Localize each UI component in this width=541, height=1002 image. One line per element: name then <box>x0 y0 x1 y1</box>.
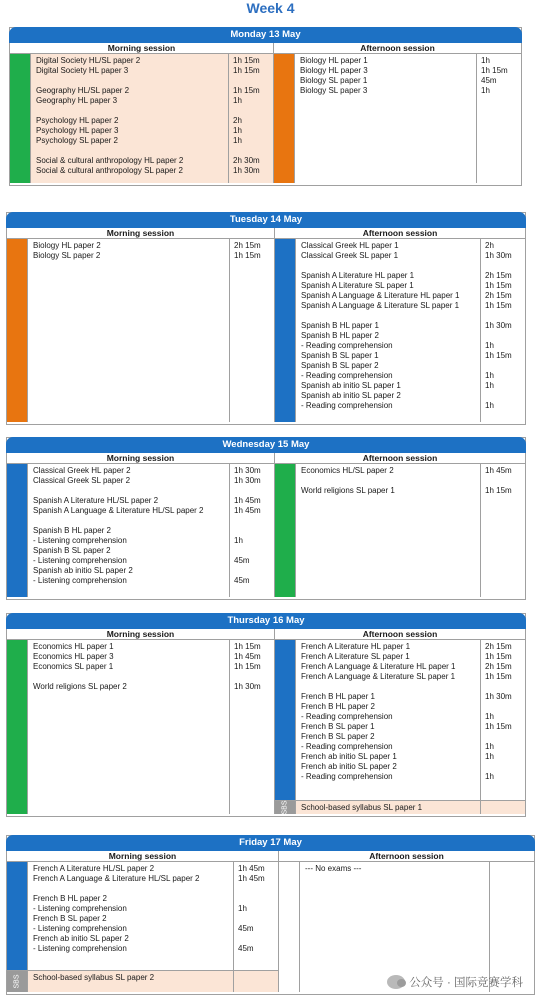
day-header: Wednesday 15 May <box>6 437 526 453</box>
exam-duration: 1h 15m <box>233 86 260 95</box>
exam-name: Biology HL paper 2 <box>33 241 101 250</box>
morning-color-bar <box>10 54 30 183</box>
exam-name: - Reading comprehension <box>301 772 393 781</box>
exam-duration: 2h <box>485 241 494 250</box>
afternoon-exam-names <box>295 640 481 814</box>
exam-name: Spanish ab initio SL paper 2 <box>33 566 133 575</box>
exam-duration: 1h 45m <box>238 864 265 873</box>
exam-name: French A Literature HL paper 1 <box>301 642 411 651</box>
exam-name: School-based syllabus SL paper 2 <box>33 973 155 982</box>
exam-name: Biology SL paper 3 <box>300 86 368 95</box>
day-header: Thursday 16 May <box>6 613 526 629</box>
exam-name: Spanish B SL paper 2 <box>33 546 111 555</box>
day-body <box>7 640 525 814</box>
exam-name: Psychology HL paper 2 <box>36 116 119 125</box>
sbs-exam-duration <box>481 801 525 814</box>
exam-duration <box>229 106 273 116</box>
exam-name: Spanish B HL paper 2 <box>301 331 379 340</box>
exam-duration: 1h 30m <box>485 251 512 260</box>
exam-duration <box>481 476 525 486</box>
exam-duration: 2h <box>233 116 242 125</box>
exam-name: - Reading comprehension <box>301 401 393 410</box>
exam-duration: 1h 15m <box>485 351 512 360</box>
exam-name: Economics HL paper 1 <box>33 642 114 651</box>
exam-name: - Reading comprehension <box>301 742 393 751</box>
sbs-tag-label: SBS <box>281 800 289 815</box>
afternoon-session <box>279 862 534 992</box>
exam-name: French B HL paper 1 <box>301 692 375 701</box>
afternoon-color-bar <box>275 640 295 800</box>
morning-exam-names <box>27 239 230 422</box>
afternoon-session-header: Afternoon session <box>360 43 435 53</box>
exam-name: Classical Greek SL paper 2 <box>33 476 131 485</box>
exam-name: Spanish A Literature HL/SL paper 2 <box>33 496 159 505</box>
exam-duration <box>481 801 525 811</box>
sbs-exam-name <box>295 801 481 814</box>
morning-exam-durations <box>230 464 274 597</box>
day-table-friday-17-may <box>6 835 535 995</box>
exam-duration: 1h 15m <box>485 486 512 495</box>
morning-exam-durations <box>229 54 273 183</box>
sbs-exam-duration <box>234 971 278 992</box>
day-header: Friday 17 May <box>6 835 535 851</box>
morning-exam-names <box>27 640 230 814</box>
exam-duration: 1h 30m <box>233 166 260 175</box>
morning-session-header: Morning session <box>7 629 275 639</box>
morning-color-bar <box>7 464 27 597</box>
exam-name: Spanish B HL paper 2 <box>33 526 111 535</box>
day-table-thursday-16-may <box>6 613 526 817</box>
afternoon-exam-durations <box>490 862 534 992</box>
exam-duration: 1h 45m <box>234 652 261 661</box>
exam-name: French B SL paper 2 <box>33 914 107 923</box>
morning-session <box>7 640 275 814</box>
exam-duration <box>230 672 274 682</box>
exam-duration: 1h <box>233 136 242 145</box>
exam-duration: 1h 15m <box>233 56 260 65</box>
exam-name: French A Language & Literature HL/SL paper 2 <box>33 874 200 883</box>
wechat-icon <box>387 975 405 989</box>
exam-duration <box>234 914 278 924</box>
afternoon-color-bar <box>275 464 295 597</box>
afternoon-color-bar <box>279 862 299 992</box>
spacer <box>31 76 228 86</box>
morning-session-header: Morning session <box>7 453 275 463</box>
exam-name: School-based syllabus SL paper 1 <box>301 803 423 812</box>
exam-duration: 1h <box>233 96 242 105</box>
morning-color-bar <box>7 640 27 814</box>
exam-duration: 1h <box>234 536 243 545</box>
exam-duration <box>230 516 274 526</box>
exam-name: Spanish B SL paper 2 <box>301 361 379 370</box>
morning-exam-durations <box>230 640 274 814</box>
exam-name: Classical Greek SL paper 1 <box>301 251 399 260</box>
sbs-tag-label: SBS <box>13 974 21 989</box>
exam-name: Social & cultural anthropology SL paper 2 <box>36 166 183 175</box>
morning-color-bar <box>7 239 27 422</box>
exam-name: Geography HL paper 3 <box>36 96 118 105</box>
morning-session-header: Morning session <box>7 851 279 861</box>
exam-name: - Listening comprehension <box>33 556 127 565</box>
day-body <box>10 54 521 183</box>
exam-duration <box>234 934 278 944</box>
exam-duration: 1h <box>485 772 494 781</box>
exam-name: Economics SL paper 1 <box>33 662 114 671</box>
exam-duration <box>481 331 525 341</box>
exam-duration: 45m <box>481 76 497 85</box>
afternoon-color-bar <box>275 239 295 422</box>
exam-duration: 45m <box>238 924 254 933</box>
exam-name: French A Language & Literature HL paper 1 <box>301 662 456 671</box>
exam-duration <box>481 702 525 712</box>
exam-duration: 1h 30m <box>234 466 261 475</box>
exam-name: Spanish A Literature HL paper 1 <box>301 271 415 280</box>
exam-duration: 1h <box>485 341 494 350</box>
afternoon-session-header: Afternoon session <box>369 851 444 861</box>
exam-duration: 2h 15m <box>485 642 512 651</box>
day-body <box>7 239 525 422</box>
exam-duration <box>234 884 278 894</box>
sbs-exam-name <box>27 971 234 992</box>
exam-duration <box>490 864 534 874</box>
afternoon-exam-durations <box>481 640 525 814</box>
afternoon-exam-durations <box>477 54 521 183</box>
morning-session <box>10 54 274 183</box>
spacer <box>296 311 480 321</box>
exam-name: French B SL paper 2 <box>301 732 375 741</box>
afternoon-color-bar <box>274 54 294 183</box>
afternoon-exam-names <box>299 862 490 992</box>
watermark <box>387 974 523 990</box>
exam-name: Spanish A Language & Literature HL paper 1 <box>301 291 460 300</box>
session-header-row <box>7 228 525 239</box>
exam-name: Economics HL paper 3 <box>33 652 114 661</box>
morning-session <box>7 464 275 597</box>
exam-duration: 1h <box>485 742 494 751</box>
sbs-tag <box>7 971 27 992</box>
exam-duration: 1h 45m <box>238 874 265 883</box>
exam-duration <box>481 682 525 692</box>
exam-duration: 45m <box>234 556 250 565</box>
exam-name: World religions SL paper 2 <box>33 682 127 691</box>
afternoon-exam-names <box>294 54 477 183</box>
exam-duration: 1h 45m <box>234 496 261 505</box>
exam-name: - Reading comprehension <box>301 371 393 380</box>
spacer <box>296 682 480 692</box>
spacer <box>28 486 229 496</box>
exam-duration <box>481 361 525 371</box>
exam-name: Spanish A Language & Literature HL/SL paper 2 <box>33 506 204 515</box>
exam-duration: 1h 15m <box>234 642 261 651</box>
exam-duration: 2h 15m <box>485 271 512 280</box>
exam-name: Geography HL/SL paper 2 <box>36 86 130 95</box>
exam-name: Digital Society HL paper 3 <box>36 66 129 75</box>
exam-name: Biology SL paper 2 <box>33 251 101 260</box>
spacer <box>31 146 228 156</box>
exam-duration: 1h <box>233 126 242 135</box>
exam-name: World religions SL paper 1 <box>301 486 395 495</box>
spacer <box>31 106 228 116</box>
exam-duration <box>481 261 525 271</box>
exam-duration: 1h 15m <box>485 281 512 290</box>
exam-name: French A Literature HL/SL paper 2 <box>33 864 155 873</box>
spacer <box>296 476 480 486</box>
morning-exam-names <box>30 54 229 183</box>
morning-session-header: Morning session <box>7 228 275 238</box>
day-table-monday-13-may <box>9 27 522 186</box>
exam-name: - Listening comprehension <box>33 924 127 933</box>
exam-name: Spanish B HL paper 1 <box>301 321 379 330</box>
exam-name: Spanish ab initio SL paper 2 <box>301 391 401 400</box>
afternoon-session <box>275 464 525 597</box>
day-header: Tuesday 14 May <box>6 212 526 228</box>
exam-name: Biology HL paper 1 <box>300 56 368 65</box>
sbs-tag <box>275 801 295 814</box>
exam-duration: 1h 15m <box>485 652 512 661</box>
exam-name: French ab initio SL paper 1 <box>301 752 397 761</box>
exam-name: Spanish B SL paper 1 <box>301 351 379 360</box>
exam-duration <box>230 546 274 556</box>
morning-exam-names <box>27 464 230 597</box>
exam-name: Psychology SL paper 2 <box>36 136 118 145</box>
day-body <box>7 464 525 597</box>
exam-duration <box>229 146 273 156</box>
session-header-row <box>7 851 534 862</box>
exam-duration <box>481 311 525 321</box>
exam-name: Biology SL paper 1 <box>300 76 368 85</box>
exam-duration: 2h 15m <box>485 291 512 300</box>
morning-session-header: Morning session <box>10 43 274 53</box>
exam-name: Spanish A Language & Literature SL paper 1 <box>301 301 460 310</box>
exam-duration: 1h 15m <box>234 662 261 671</box>
exam-duration <box>234 971 278 981</box>
exam-duration: 1h <box>485 401 494 410</box>
exam-name: French B HL paper 2 <box>301 702 375 711</box>
exam-duration: 1h <box>485 752 494 761</box>
exam-name: - Reading comprehension <box>301 712 393 721</box>
exam-duration: 1h <box>485 371 494 380</box>
exam-name: Classical Greek HL paper 1 <box>301 241 399 250</box>
session-header-row <box>7 629 525 640</box>
exam-duration <box>230 486 274 496</box>
exam-duration <box>481 732 525 742</box>
exam-name: French A Literature SL paper 1 <box>301 652 410 661</box>
exam-name: Classical Greek HL paper 2 <box>33 466 131 475</box>
exam-duration: 1h 30m <box>485 692 512 701</box>
exam-duration: 1h 45m <box>485 466 512 475</box>
exam-duration: 1h <box>485 381 494 390</box>
exam-duration: 1h 15m <box>485 301 512 310</box>
exam-duration: 45m <box>234 576 250 585</box>
afternoon-exam-names <box>295 464 481 597</box>
exam-name: Spanish A Literature SL paper 1 <box>301 281 414 290</box>
morning-session <box>7 862 279 992</box>
exam-duration: 45m <box>238 944 254 953</box>
exam-duration: 1h <box>238 904 247 913</box>
exam-duration <box>481 762 525 772</box>
exam-name: French ab initio SL paper 2 <box>301 762 397 771</box>
afternoon-session <box>275 640 525 814</box>
exam-name: French B SL paper 1 <box>301 722 375 731</box>
exam-duration: 1h 15m <box>481 66 508 75</box>
afternoon-session <box>274 54 521 183</box>
exam-name: - Listening comprehension <box>33 536 127 545</box>
exam-duration: 1h 30m <box>234 682 261 691</box>
afternoon-exam-durations <box>481 464 525 597</box>
exam-duration: 1h 15m <box>485 672 512 681</box>
exam-duration: 1h <box>485 712 494 721</box>
exam-name: - Reading comprehension <box>301 341 393 350</box>
morning-exam-durations <box>230 239 274 422</box>
exam-name: Psychology HL paper 3 <box>36 126 119 135</box>
exam-name: French A Language & Literature SL paper 1 <box>301 672 456 681</box>
exam-duration: 1h 30m <box>234 476 261 485</box>
week-title: Week 4 <box>246 0 295 16</box>
afternoon-exam-names <box>295 239 481 422</box>
exam-duration <box>230 526 274 536</box>
exam-duration: 1h <box>481 56 490 65</box>
spacer <box>28 884 233 894</box>
session-header-row <box>10 43 521 54</box>
exam-duration <box>481 391 525 401</box>
exam-name: Social & cultural anthropology HL paper 2 <box>36 156 184 165</box>
afternoon-session <box>275 239 525 422</box>
exam-name: - Listening comprehension <box>33 944 127 953</box>
exam-duration: 2h 30m <box>233 156 260 165</box>
watermark-text: 公众号 · 国际竞赛学科 <box>409 977 523 989</box>
exam-duration <box>229 76 273 86</box>
exam-name: Economics HL/SL paper 2 <box>301 466 394 475</box>
spacer <box>296 261 480 271</box>
afternoon-session-header: Afternoon session <box>362 228 438 238</box>
exam-name: Biology HL paper 3 <box>300 66 368 75</box>
exam-duration: 2h 15m <box>234 241 261 250</box>
exam-name: Spanish ab initio SL paper 1 <box>301 381 401 390</box>
school-based-syllabus-row <box>275 800 525 814</box>
spacer <box>28 672 229 682</box>
exam-name: - Listening comprehension <box>33 904 127 913</box>
exam-duration: 1h 15m <box>485 722 512 731</box>
session-header-row <box>7 453 525 464</box>
exam-duration: 1h 15m <box>233 66 260 75</box>
exam-duration: 1h 30m <box>485 321 512 330</box>
afternoon-session-header: Afternoon session <box>362 629 438 639</box>
day-table-tuesday-14-may <box>6 212 526 425</box>
afternoon-session-header: Afternoon session <box>362 453 438 463</box>
morning-session <box>7 239 275 422</box>
exam-name: French ab initio SL paper 2 <box>33 934 129 943</box>
day-body <box>7 862 534 992</box>
morning-color-bar <box>7 862 27 970</box>
exam-duration <box>230 566 274 576</box>
exam-name: --- No exams --- <box>305 864 362 873</box>
exam-duration: 1h 15m <box>234 251 261 260</box>
school-based-syllabus-row <box>7 970 278 992</box>
exam-duration: 1h <box>481 86 490 95</box>
exam-duration: 2h 15m <box>485 662 512 671</box>
day-table-wednesday-15-may <box>6 437 526 600</box>
exam-duration <box>234 894 278 904</box>
spacer <box>28 516 229 526</box>
afternoon-exam-durations <box>481 239 525 422</box>
exam-duration: 1h 45m <box>234 506 261 515</box>
day-header: Monday 13 May <box>9 27 522 43</box>
exam-name: Digital Society HL/SL paper 2 <box>36 56 141 65</box>
exam-name: - Listening comprehension <box>33 576 127 585</box>
exam-name: French B HL paper 2 <box>33 894 107 903</box>
